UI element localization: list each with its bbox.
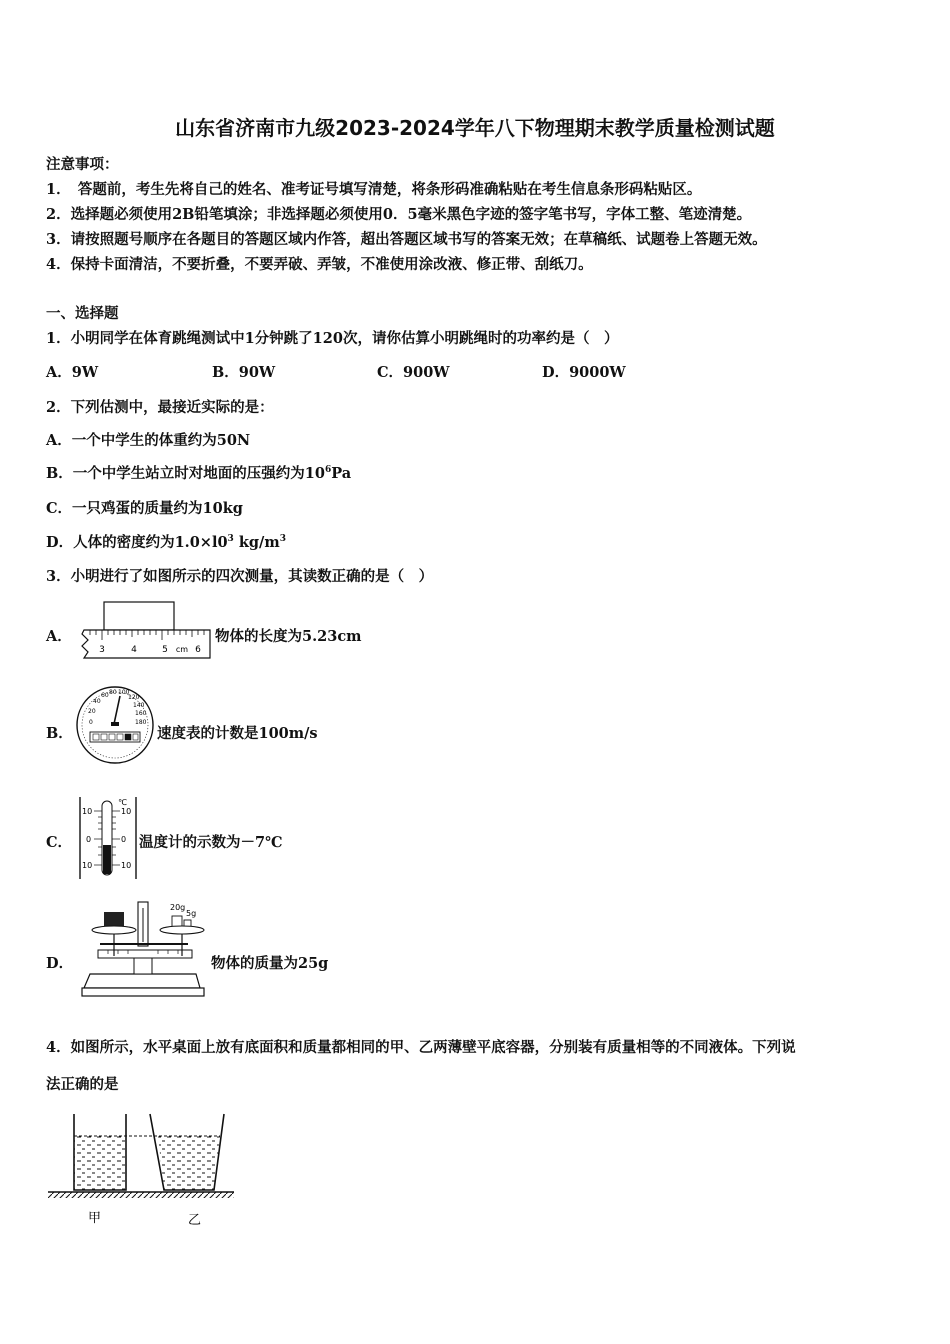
q2-option-d: D．人体的密度约为$1.0\times l0^3$ $kg/m^3$ — [46, 534, 286, 551]
weight-label-20g: 20g — [170, 903, 186, 912]
notice-heading: 注意事项： — [46, 156, 119, 173]
q3-option-b-label: B． — [46, 725, 73, 742]
dial-tick: 160 — [135, 710, 147, 717]
ruler-tick-4: 4 — [131, 645, 137, 655]
thermo-tick-left: 0 — [86, 835, 92, 844]
q2-option-b: B．一个中学生站立时对地面的压强约为$10^6Pa$ — [46, 465, 352, 482]
dial-tick: 80 — [109, 689, 117, 696]
right-pan — [160, 926, 204, 934]
speedometer-figure — [74, 684, 156, 766]
q3-option-a-label: A． — [46, 628, 72, 645]
q3-option-a-text: 物体的长度为5.23cm — [215, 628, 362, 645]
dial-tick: 40 — [93, 698, 101, 705]
dial-tick: 140 — [133, 702, 145, 709]
q1-option-a: A．9W — [46, 364, 99, 381]
measured-block — [104, 602, 174, 630]
label-yi: 乙 — [188, 1213, 202, 1228]
dial-tick: 180 — [135, 719, 147, 726]
thermo-tick-right: 0 — [121, 835, 127, 844]
liquid-yi — [158, 1136, 220, 1190]
q3-option-d-text: 物体的质量为25g — [211, 955, 329, 972]
label-jia: 甲 — [88, 1211, 102, 1226]
q1-option-d: D．9000W — [542, 364, 626, 381]
ruler-figure — [78, 600, 214, 662]
section-heading-choice: 一、选择题 — [46, 305, 119, 322]
q3-option-d-label: D． — [46, 955, 74, 972]
q3-stem: 3．小明进行了如图所示的四次测量，其读数正确的是（ ） — [46, 568, 434, 585]
dial-tick: 60 — [101, 692, 109, 699]
q3-option-c-label: C． — [46, 834, 73, 851]
q1-option-b: B．90W — [212, 364, 276, 381]
q3-option-b-text: 速度表的计数是100m/s — [157, 725, 318, 742]
thermo-tick-left: 10 — [82, 807, 93, 816]
containers-figure — [46, 1110, 236, 1230]
notice-item-4: 4．保持卡面清洁，不要折叠，不要弄破、弄皱，不准使用涂改液、修正带、刮纸刀。 — [46, 256, 593, 273]
thermo-tick-left: 10 — [82, 861, 93, 870]
thermo-tick-right: 10 — [121, 807, 132, 816]
q1-option-c: C．900W — [377, 364, 450, 381]
notice-item-1: 1． 答题前，考生先将自己的姓名、准考证号填写清楚，将条形码准确粘贴在考生信息条形码粘贴区。 — [46, 181, 702, 198]
balance-base — [84, 974, 200, 988]
dial-tick: 100 — [118, 689, 130, 696]
ruler-tick-5: 5 — [162, 645, 168, 655]
thermo-tick-right: 10 — [121, 861, 132, 870]
ruler-tick-3: 3 — [99, 645, 105, 655]
notice-item-2: 2．选择题必须使用2B铅笔填涂；非选择题必须使用0．5毫米黑色字迹的签字笔书写，字体工整、笔迹清楚。 — [46, 206, 752, 223]
q1-stem: 1．小明同学在体育跳绳测试中1分钟跳了120次，请你估算小明跳绳时的功率约是（ ） — [46, 330, 619, 347]
left-pan — [92, 926, 136, 934]
weight-label-5g: 5g — [186, 909, 197, 918]
thermometer-figure — [78, 795, 138, 881]
page-title: 山东省济南市九级2023-2024学年八下物理期末教学质量检测试题 — [175, 116, 775, 140]
ruler-tick-6: 6 — [195, 645, 201, 655]
dial-tick: 120 — [128, 694, 140, 701]
q4-stem-line2: 法正确的是 — [46, 1076, 119, 1093]
q2-option-a: A．一个中学生的体重约为50N — [46, 432, 251, 449]
thermometer-liquid — [103, 845, 111, 874]
liquid-jia — [74, 1136, 126, 1190]
q3-option-c-text: 温度计的示数为－7℃ — [139, 834, 283, 851]
dial-tick: 20 — [88, 708, 96, 715]
thermometer-unit: ℃ — [118, 798, 127, 807]
q4-stem-line1: 4．如图所示，水平桌面上放有底面积和质量都相同的甲、乙两薄壁平底容器，分别装有质量相等的不同液体。下列说 — [46, 1039, 796, 1056]
notice-item-3: 3．请按照题号顺序在各题目的答题区域内作答，超出答题区域书写的答案无效；在草稿纸、试题卷上答题无效。 — [46, 231, 767, 248]
balance-figure — [78, 898, 208, 1000]
dial-tick: 0 — [89, 719, 93, 726]
q2-option-c: C．一只鸡蛋的质量约为10kg — [46, 500, 243, 517]
ruler-unit: cm — [175, 645, 189, 654]
q2-stem: 2．下列估测中，最接近实际的是： — [46, 399, 274, 416]
